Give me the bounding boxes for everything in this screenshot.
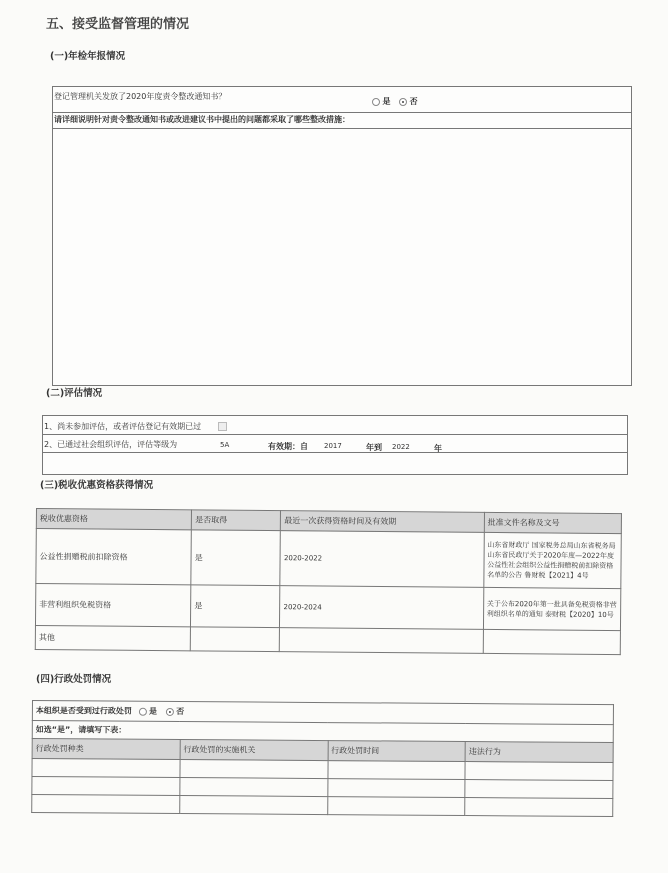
annual-yes-label: 是 [382,97,391,106]
penalty-title: (四)行政处罚情况 [36,674,112,685]
table-row [36,529,621,589]
penalty-header: 行政处罚种类 [32,739,180,760]
penalty-no-radio[interactable] [166,707,174,715]
tax-doc [483,629,620,654]
tax-header: 最近一次获得资格时间及有效期 [281,511,485,533]
tax-name: 公益性捐赠税前扣除资格 [36,529,192,585]
table-row [32,795,613,817]
annual-instruction: 请详细说明针对责令整改通知书或改进建议书中提出的问题都采取了哪些整改措施： [54,115,350,124]
annual-radio-group [372,96,418,107]
tax-got: 是 [191,585,281,628]
annual-no-radio[interactable] [399,98,407,106]
tax-header: 批准文件名称及文号 [484,512,621,533]
penalty-header: 违法行为 [465,742,613,763]
annual-title: (一)年检年报情况 [50,51,126,62]
tax-doc: 山东省财政厅 国家税务总局山东省税务局 山东省民政厅关于2020年度—2022年度公益性社会组织公益性捐赠税前扣除资格名单的公告 鲁财税【2021】4号 [484,532,622,588]
annual-yes-radio[interactable] [372,98,380,106]
penalty-question: 本组织是否受到过行政处罚 [35,706,132,716]
eval-expired-checkbox[interactable] [218,422,227,431]
annual-question: 登记管理机关发放了2020年度责令整改通知书？ [54,92,227,101]
tax-got [191,627,280,652]
tax-period: 2020-2022 [280,531,484,588]
table-row [35,625,620,654]
annual-measures-textarea[interactable] [53,129,631,385]
eval-row1 [44,421,227,432]
eval-year: 年 [434,444,442,453]
tax-period: 2020-2024 [280,586,484,630]
annual-no-label: 否 [409,97,418,106]
penalty-table [31,700,614,817]
tax-period [280,628,484,654]
eval-valid-label: 有效期：自 [268,442,308,451]
eval-end-year: 2022 [392,443,410,451]
tax-name: 其他 [35,625,190,650]
table-row [35,584,620,631]
tax-table [35,508,622,655]
eval-row1-label: 1、尚未参加评估，或者评估登记有效期已过 [44,422,202,431]
penalty-note: 如选“是”，请填写下表： [32,721,613,743]
eval-year-to: 年到 [366,443,382,452]
penalty-no-label: 否 [176,707,185,717]
section-title: 五、接受监督管理的情况 [46,17,190,32]
tax-got: 是 [191,530,281,586]
eval-row2-label: 2、已通过社会组织评估，评估等级为 [44,440,178,449]
tax-header: 税收优惠资格 [36,509,191,530]
tax-doc: 关于公布2020年第一批具备免税资格非营利组织名单的通知 泰财税【2020】10号 [483,587,621,630]
eval-grade: 5A [220,441,230,449]
eval-start-year: 2017 [324,442,342,450]
penalty-header: 行政处罚的实施机关 [180,740,328,761]
penalty-yes-radio[interactable] [138,707,146,715]
eval-row2 [44,439,624,453]
tax-title: (三)税收优惠资格获得情况 [40,480,154,491]
penalty-yes-label: 是 [148,706,158,716]
penalty-header: 行政处罚时间 [328,741,466,762]
tax-header: 是否取得 [192,510,281,531]
tax-name: 非营利组织免税资格 [35,584,191,627]
eval-title: (二)评估情况 [46,388,103,399]
